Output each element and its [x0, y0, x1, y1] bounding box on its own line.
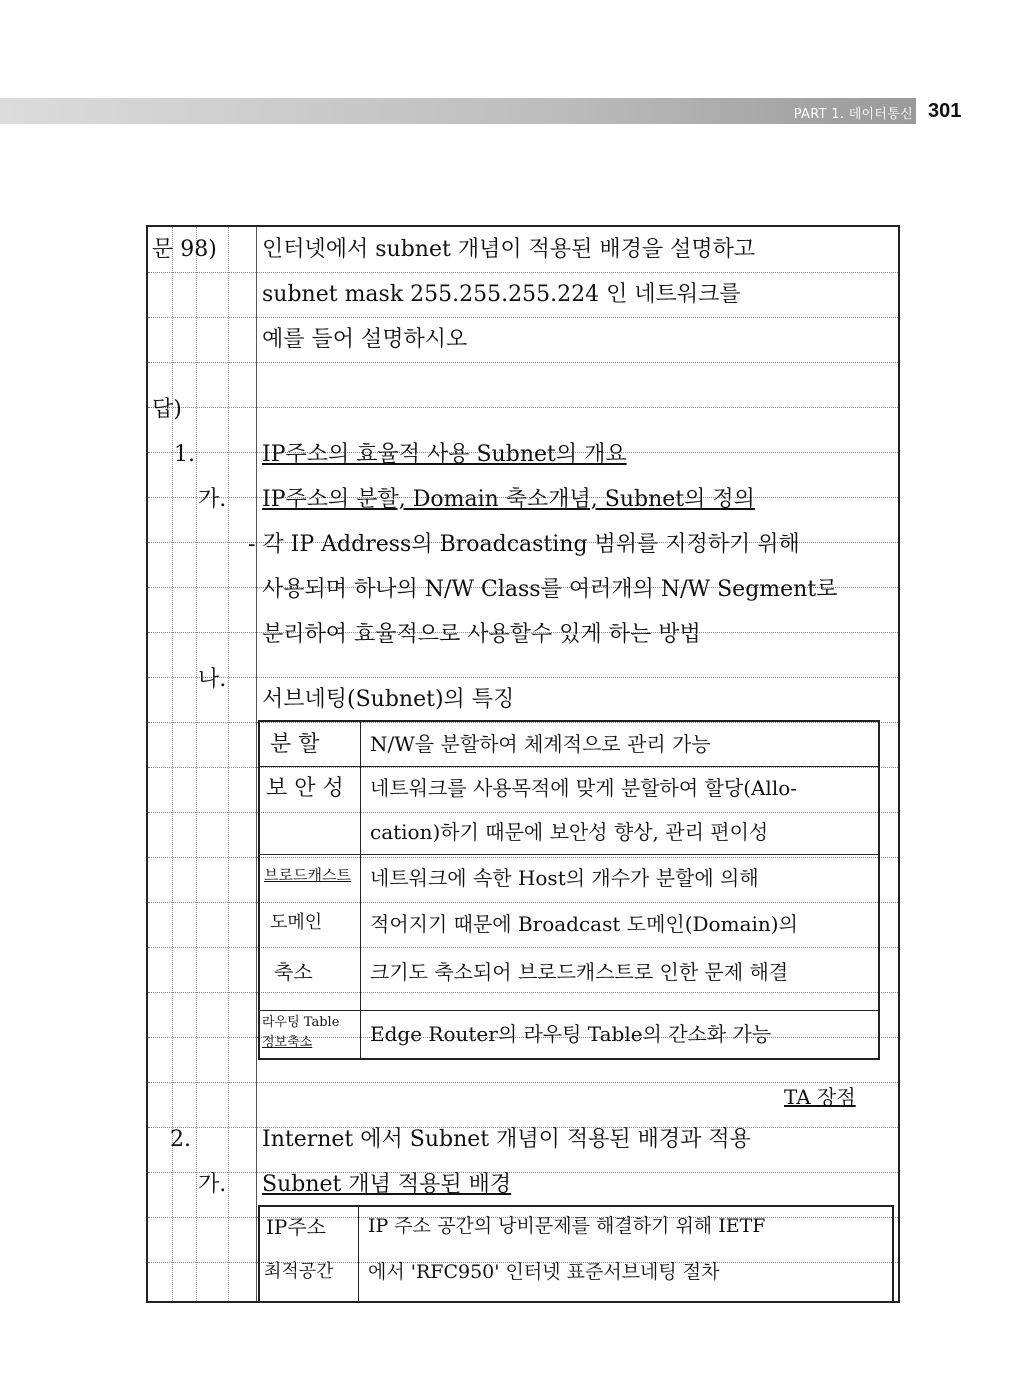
section-2a-title: Subnet 개념 적용된 배경 [262, 1172, 512, 1197]
table-desc: IP 주소 공간의 낭비문제를 해결하기 위해 IETF [368, 1215, 766, 1237]
page-number: 301 [928, 100, 962, 122]
question-line-3: 예를 들어 설명하시오 [262, 327, 468, 352]
table-term: 분 할 [270, 732, 320, 757]
section-2a-number: 가. [198, 1172, 227, 1197]
margin-line [256, 227, 257, 1301]
section-1b-number: 나. [198, 667, 227, 692]
table-desc: 네트워크를 사용목적에 맞게 분할하여 할당(Allo- [370, 776, 798, 800]
section-1-number: 1. [174, 442, 195, 467]
part-label: PART 1. 데이터통신 [793, 107, 913, 122]
section-2-number: 2. [170, 1127, 191, 1152]
table-row-divider [260, 1010, 878, 1011]
section-1a-body-1: - 각 IP Address의 Broadcasting 범위를 지정하기 위해 [248, 532, 800, 557]
question-line-1: 인터넷에서 subnet 개념이 적용된 배경을 설명하고 [262, 237, 756, 262]
section-1b-title: 서브네팅(Subnet)의 특징 [262, 687, 515, 712]
table-desc: 크기도 축소되어 브로드캐스트로 인한 문제 해결 [370, 960, 789, 984]
section-1a-number: 가. [198, 487, 227, 512]
table-term: IP주소 [266, 1215, 326, 1239]
note-ta-advantage: TA 장점 [784, 1085, 856, 1109]
table-term: 브로드캐스트 [264, 866, 351, 884]
section-2-title: Internet 에서 Subnet 개념이 적용된 배경과 적용 [262, 1127, 751, 1152]
ruled-line [148, 1082, 898, 1083]
table-desc: cation)하기 때문에 보안성 향상, 관리 편이성 [370, 820, 769, 844]
table-row-divider [260, 766, 878, 767]
table-desc: Edge Router의 라우팅 Table의 간소화 가능 [370, 1022, 772, 1046]
answer-label: 답) [152, 397, 182, 422]
table-term: 라우팅 Table [262, 1015, 340, 1030]
section-1a-title: IP주소의 분할, Domain 축소개념, Subnet의 정의 [262, 487, 755, 512]
table-term: 최적공간 [264, 1261, 334, 1282]
table-row-divider [260, 854, 878, 855]
ruled-line [148, 407, 898, 408]
table-column-divider [360, 722, 361, 1058]
section-1a-body-2: 사용되며 하나의 N/W Class를 여러개의 N/W Segment로 [262, 577, 838, 602]
table-desc: N/W을 분할하여 체계적으로 관리 가능 [370, 732, 711, 756]
table-term: 보 안 성 [266, 776, 344, 801]
margin-line [196, 227, 197, 1301]
ruled-line [148, 362, 898, 363]
margin-line [228, 227, 229, 1301]
table-term: 축소 [274, 960, 313, 984]
table-term: 정보축소 [262, 1035, 313, 1050]
ruled-line [148, 1172, 898, 1173]
table-desc: 적어지기 때문에 Broadcast 도메인(Domain)의 [370, 912, 798, 936]
table-desc: 에서 'RFC950' 인터넷 표준서브네팅 절차 [368, 1261, 720, 1283]
question-line-2: subnet mask 255.255.255.224 인 네트워크를 [262, 282, 741, 307]
header-band [0, 98, 916, 124]
features-table [258, 720, 880, 1060]
ruled-line [148, 272, 898, 273]
section-1a-body-3: 분리하여 효율적으로 사용할수 있게 하는 방법 [262, 622, 701, 647]
table-term: 도메인 [270, 912, 323, 933]
ruled-line [148, 317, 898, 318]
section-1-title: IP주소의 효율적 사용 Subnet의 개요 [262, 442, 627, 467]
notebook-sheet [146, 225, 900, 1303]
question-number: 문 98) [152, 237, 217, 262]
background-table [258, 1205, 894, 1303]
ruled-line [148, 677, 898, 678]
table-column-divider [358, 1207, 359, 1303]
table-desc: 네트워크에 속한 Host의 개수가 분할에 의해 [370, 866, 759, 890]
